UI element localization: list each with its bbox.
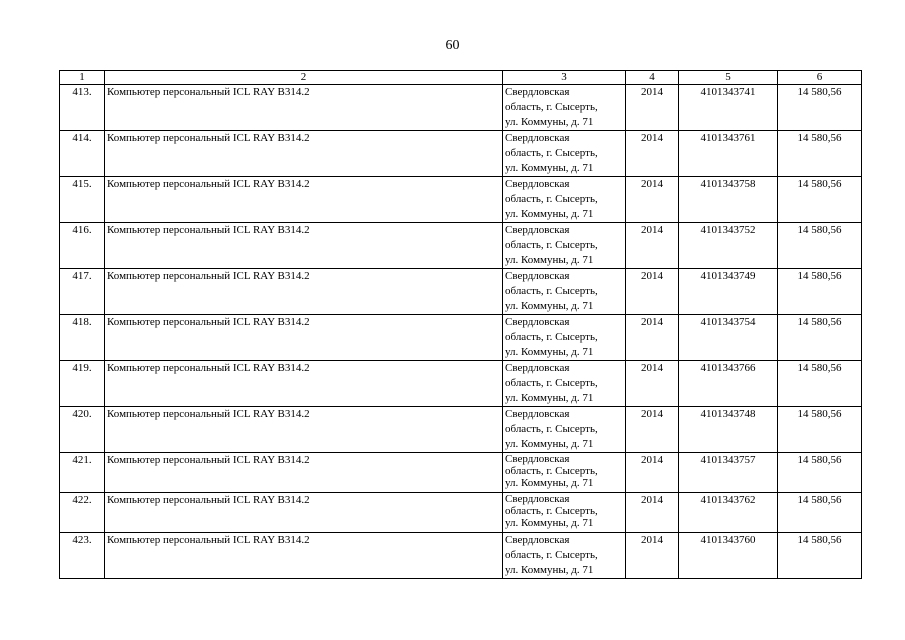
item-address — [503, 533, 626, 579]
address-line: область, г. Сысерть, — [505, 377, 598, 389]
table-row — [60, 131, 862, 177]
inventory-number: 4101343741 — [679, 85, 778, 131]
address-line: ул. Коммуны, д. 71 — [505, 517, 594, 529]
header-cell-4: 4 — [626, 71, 679, 85]
row-number: 415. — [60, 177, 105, 223]
header-row — [60, 71, 862, 85]
address-line: Свердловская — [505, 453, 570, 465]
item-year: 2014 — [626, 269, 679, 315]
item-address — [503, 131, 626, 177]
address-line: Свердловская — [505, 493, 570, 505]
address-line: ул. Коммуны, д. 71 — [505, 564, 594, 576]
address-line: Свердловская — [505, 362, 570, 374]
item-address — [503, 269, 626, 315]
address-line: область, г. Сысерть, — [505, 505, 598, 517]
table-row — [60, 361, 862, 407]
address-line: область, г. Сысерть, — [505, 465, 598, 477]
address-line: Свердловская — [505, 178, 570, 190]
item-name: Компьютер персональный ICL RAY B314.2 — [105, 493, 503, 533]
inventory-number: 4101343748 — [679, 407, 778, 453]
item-year: 2014 — [626, 533, 679, 579]
address-line: Свердловская — [505, 132, 570, 144]
address-line: область, г. Сысерть, — [505, 285, 598, 297]
row-number: 413. — [60, 85, 105, 131]
item-address — [503, 315, 626, 361]
table-row — [60, 177, 862, 223]
address-line: ул. Коммуны, д. 71 — [505, 477, 594, 489]
table-row — [60, 533, 862, 579]
item-name: Компьютер персональный ICL RAY B314.2 — [105, 361, 503, 407]
address-line: ул. Коммуны, д. 71 — [505, 392, 594, 404]
item-name: Компьютер персональный ICL RAY B314.2 — [105, 85, 503, 131]
header-cell-2: 2 — [105, 71, 503, 85]
inventory-number: 4101343757 — [679, 453, 778, 493]
item-address — [503, 407, 626, 453]
row-number: 417. — [60, 269, 105, 315]
table-row — [60, 407, 862, 453]
inventory-number: 4101343749 — [679, 269, 778, 315]
address-line: область, г. Сысерть, — [505, 549, 598, 561]
inventory-number: 4101343760 — [679, 533, 778, 579]
inventory-number: 4101343766 — [679, 361, 778, 407]
table-row — [60, 223, 862, 269]
address-line: Свердловская — [505, 534, 570, 546]
item-year: 2014 — [626, 177, 679, 223]
item-year: 2014 — [626, 85, 679, 131]
row-number: 422. — [60, 493, 105, 533]
row-number: 419. — [60, 361, 105, 407]
table-row — [60, 493, 862, 533]
address-line: область, г. Сысерть, — [505, 423, 598, 435]
item-year: 2014 — [626, 131, 679, 177]
item-year: 2014 — [626, 493, 679, 533]
address-line: Свердловская — [505, 270, 570, 282]
address-line: область, г. Сысерть, — [505, 239, 598, 251]
item-year: 2014 — [626, 315, 679, 361]
item-name: Компьютер персональный ICL RAY B314.2 — [105, 407, 503, 453]
item-cost: 14 580,56 — [778, 407, 862, 453]
row-number: 414. — [60, 131, 105, 177]
inventory-number: 4101343754 — [679, 315, 778, 361]
address-line: ул. Коммуны, д. 71 — [505, 346, 594, 358]
item-name: Компьютер персональный ICL RAY B314.2 — [105, 315, 503, 361]
item-cost: 14 580,56 — [778, 131, 862, 177]
item-address — [503, 177, 626, 223]
page-number: 60 — [445, 38, 460, 53]
address-line: область, г. Сысерть, — [505, 147, 598, 159]
item-year: 2014 — [626, 407, 679, 453]
header-cell-1: 1 — [60, 71, 105, 85]
item-name: Компьютер персональный ICL RAY B314.2 — [105, 453, 503, 493]
address-line: Свердловская — [505, 86, 570, 98]
item-cost: 14 580,56 — [778, 361, 862, 407]
row-number: 418. — [60, 315, 105, 361]
table-row — [60, 315, 862, 361]
header-cell-6: 6 — [778, 71, 862, 85]
address-line: область, г. Сысерть, — [505, 101, 598, 113]
item-cost: 14 580,56 — [778, 315, 862, 361]
table-row — [60, 85, 862, 131]
item-address — [503, 361, 626, 407]
address-line: ул. Коммуны, д. 71 — [505, 116, 594, 128]
item-year: 2014 — [626, 361, 679, 407]
row-number: 421. — [60, 453, 105, 493]
inventory-number: 4101343761 — [679, 131, 778, 177]
item-cost: 14 580,56 — [778, 533, 862, 579]
item-address — [503, 493, 626, 533]
address-line: Свердловская — [505, 316, 570, 328]
inventory-number: 4101343758 — [679, 177, 778, 223]
row-number: 416. — [60, 223, 105, 269]
item-cost: 14 580,56 — [778, 85, 862, 131]
item-address — [503, 85, 626, 131]
row-number: 420. — [60, 407, 105, 453]
address-line: ул. Коммуны, д. 71 — [505, 208, 594, 220]
address-line: ул. Коммуны, д. 71 — [505, 300, 594, 312]
item-name: Компьютер персональный ICL RAY B314.2 — [105, 177, 503, 223]
address-line: ул. Коммуны, д. 71 — [505, 162, 594, 174]
address-line: область, г. Сысерть, — [505, 193, 598, 205]
address-line: ул. Коммуны, д. 71 — [505, 254, 594, 266]
row-number: 423. — [60, 533, 105, 579]
item-year: 2014 — [626, 223, 679, 269]
header-cell-5: 5 — [679, 71, 778, 85]
address-line: область, г. Сысерть, — [505, 331, 598, 343]
item-cost: 14 580,56 — [778, 493, 862, 533]
item-cost: 14 580,56 — [778, 453, 862, 493]
address-line: Свердловская — [505, 408, 570, 420]
address-line: ул. Коммуны, д. 71 — [505, 438, 594, 450]
item-name: Компьютер персональный ICL RAY B314.2 — [105, 269, 503, 315]
item-address — [503, 223, 626, 269]
address-line: Свердловская — [505, 224, 570, 236]
inventory-table — [59, 70, 862, 579]
inventory-number: 4101343752 — [679, 223, 778, 269]
item-name: Компьютер персональный ICL RAY B314.2 — [105, 533, 503, 579]
table-row — [60, 453, 862, 493]
item-address — [503, 453, 626, 493]
item-cost: 14 580,56 — [778, 269, 862, 315]
item-cost: 14 580,56 — [778, 177, 862, 223]
header-cell-3: 3 — [503, 71, 626, 85]
item-year: 2014 — [626, 453, 679, 493]
table-row — [60, 269, 862, 315]
item-name: Компьютер персональный ICL RAY B314.2 — [105, 131, 503, 177]
item-cost: 14 580,56 — [778, 223, 862, 269]
item-name: Компьютер персональный ICL RAY B314.2 — [105, 223, 503, 269]
inventory-number: 4101343762 — [679, 493, 778, 533]
